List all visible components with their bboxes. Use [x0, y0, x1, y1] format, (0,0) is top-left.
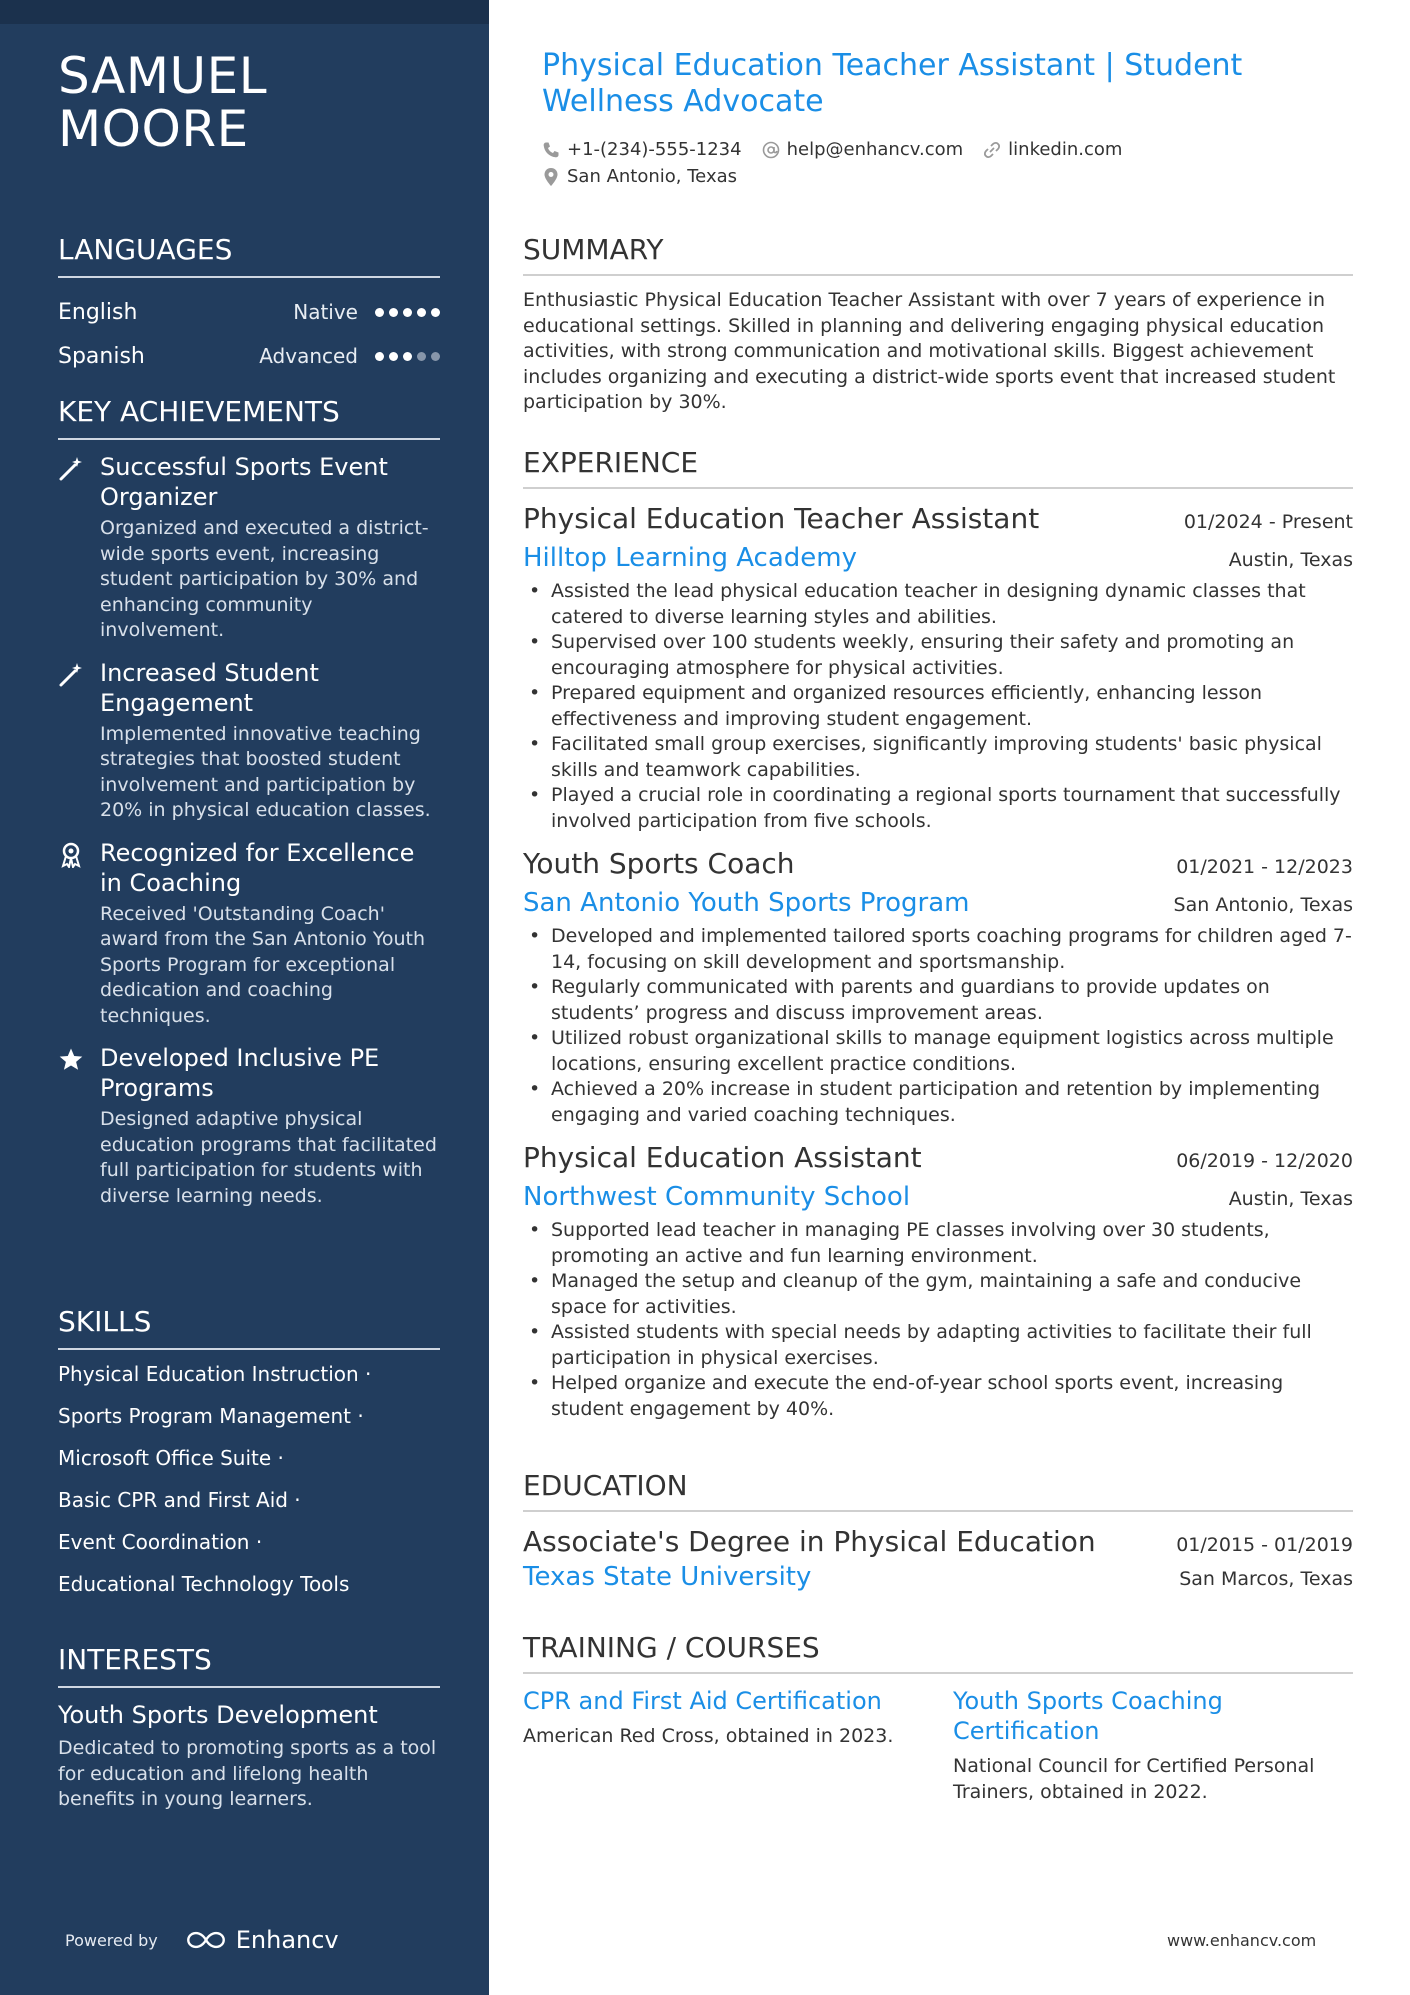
education-dates: 01/2015 - 01/2019	[1176, 1534, 1353, 1556]
course-item	[523, 1686, 953, 1805]
course-desc: National Council for Certified Personal Trainers, obtained in 2022.	[953, 1755, 1315, 1803]
course-title: Youth Sports Coaching Certification	[953, 1687, 1223, 1745]
course-item	[953, 1686, 1353, 1805]
achievement-desc: Received 'Outstanding Coach' award from the San Antonio Youth Sports Program for exceptional dedication and coaching techniques.	[100, 902, 426, 1027]
enhancv-logo[interactable]	[184, 1926, 339, 1954]
achievement-item	[58, 1043, 440, 1209]
bullet-item: • Played a crucial role in coordinating a regional sports tournament that successfully involved participation from five schools.	[523, 783, 1353, 834]
experience-title: EXPERIENCE	[523, 445, 1353, 489]
contact-row	[542, 136, 1262, 163]
headline: Physical Education Teacher Assistant | Student Wellness Advocate	[542, 48, 1243, 119]
bullet-item: • Utilized robust organizational skills to manage equipment logistics across multiple locations, ensuring excellent practice conditions.	[523, 1026, 1353, 1077]
job-dates: 01/2021 - 12/2023	[1176, 856, 1353, 878]
award-ribbon-icon	[58, 842, 84, 868]
rating-dot	[403, 308, 412, 317]
first-name: SAMUEL	[58, 47, 268, 105]
job-bullets	[523, 924, 1353, 1128]
interests-section	[58, 1642, 440, 1813]
logo-text: Enhancv	[235, 1926, 339, 1954]
skill-item: Sports Program Management ·	[58, 1404, 364, 1428]
link-icon	[983, 141, 1001, 159]
linkedin-item[interactable]	[983, 139, 1122, 160]
skills-section	[58, 1304, 440, 1614]
job-bullets	[523, 579, 1353, 834]
course-desc: American Red Cross, obtained in 2023.	[523, 1725, 894, 1747]
job-location: Austin, Texas	[1228, 549, 1353, 571]
language-rating	[375, 352, 440, 361]
candidate-name	[58, 47, 458, 158]
training-title: TRAINING / COURSES	[523, 1630, 1353, 1674]
education-entry	[523, 1524, 1353, 1594]
achievements-title: KEY ACHIEVEMENTS	[58, 394, 440, 440]
achievement-item	[58, 658, 440, 824]
languages-section	[58, 232, 440, 378]
rating-dot	[389, 308, 398, 317]
sidebar	[0, 0, 489, 1995]
contact-info	[542, 136, 1262, 190]
job-location: Austin, Texas	[1228, 1188, 1353, 1210]
bullet-item: • Supported lead teacher in managing PE classes involving over 30 students, promoting an active and fun learning environment.	[523, 1218, 1353, 1269]
job-company: Hilltop Learning Academy	[523, 543, 858, 573]
sidebar-top-bar	[0, 0, 489, 24]
job-location: San Antonio, Texas	[1173, 894, 1353, 916]
language-row	[58, 290, 440, 334]
job-entry	[523, 846, 1353, 1128]
skills-title: SKILLS	[58, 1304, 440, 1350]
bullet-item: • Assisted the lead physical education teacher in designing dynamic classes that catered to diverse learning styles and abilities.	[523, 579, 1353, 630]
school-location: San Marcos, Texas	[1179, 1568, 1353, 1590]
language-row	[58, 334, 440, 378]
summary-section	[523, 232, 1353, 416]
bullet-item: • Facilitated small group exercises, significantly improving students' basic physical skills and teamwork capabilities.	[523, 732, 1353, 783]
email-text: help@enhancv.com	[786, 139, 964, 160]
skill-item: Microsoft Office Suite ·	[58, 1446, 284, 1470]
education-section	[523, 1468, 1353, 1606]
location-text: San Antonio, Texas	[567, 166, 737, 187]
summary-text: Enthusiastic Physical Education Teacher Assistant with over 7 years of experience in educational settings. Skilled in planning and delivering engaging physical education activities, with strong communication and motivational skills. Biggest achievement includes organizing and executing a district-wide sports event that increased student participation by 30%.	[523, 289, 1336, 413]
job-entry	[523, 501, 1353, 834]
language-name: Spanish	[58, 343, 145, 369]
bullet-item: • Achieved a 20% increase in student participation and retention by implementing engaging and varied coaching techniques.	[523, 1077, 1353, 1128]
achievements-section	[58, 394, 440, 1223]
job-title: Physical Education Teacher Assistant	[523, 502, 1040, 535]
language-level: Advanced	[259, 344, 358, 368]
skill-item: Basic CPR and First Aid ·	[58, 1488, 301, 1512]
bullet-item: • Assisted students with special needs by adapting activities to facilitate their full participation in physical exercises.	[523, 1320, 1353, 1371]
rating-dot	[403, 352, 412, 361]
achievement-desc: Organized and executed a district-wide sports event, increasing student participation by 30% and enhancing community involvement.	[100, 517, 429, 641]
star-icon	[58, 1047, 84, 1073]
degree-title: Associate's Degree in Physical Education	[523, 1525, 1096, 1558]
rating-dot	[375, 352, 384, 361]
school-name: Texas State University	[523, 1562, 812, 1592]
job-title: Physical Education Assistant	[523, 1141, 922, 1174]
interest-desc: Dedicated to promoting sports as a tool for education and lifelong health benefits in young learners.	[58, 1737, 437, 1810]
bullet-item: • Managed the setup and cleanup of the gym, maintaining a safe and conducive space for activities.	[523, 1269, 1353, 1320]
job-company: Northwest Community School	[523, 1182, 911, 1212]
phone-item[interactable]	[542, 139, 742, 160]
bullet-item: • Helped organize and execute the end-of-year school sports event, increasing student engagement by 40%.	[523, 1371, 1353, 1422]
rating-dot	[417, 352, 426, 361]
skill-item: Physical Education Instruction ·	[58, 1362, 372, 1386]
bullet-item: • Prepared equipment and organized resources efficiently, enhancing lesson effectiveness and improving student engagement.	[523, 681, 1353, 732]
at-sign-icon	[762, 141, 780, 159]
experience-section	[523, 445, 1353, 1434]
job-entry	[523, 1140, 1353, 1422]
interest-title: Youth Sports Development	[58, 1701, 378, 1729]
rating-dot	[431, 352, 440, 361]
course-title: CPR and First Aid Certification	[523, 1687, 882, 1715]
bullet-item: • Developed and implemented tailored sports coaching programs for children aged 7-14, focusing on skill development and sportsmanship.	[523, 924, 1353, 975]
training-section	[523, 1630, 1353, 1805]
course-list	[523, 1686, 1353, 1805]
achievement-desc: Implemented innovative teaching strategies that boosted student involvement and participation by 20% in physical education classes.	[100, 722, 431, 821]
rating-dot	[417, 308, 426, 317]
location-pin-icon	[542, 167, 560, 187]
education-title: EDUCATION	[523, 1468, 1353, 1512]
interests-title: INTERESTS	[58, 1642, 440, 1688]
location-item	[542, 166, 737, 187]
job-title: Youth Sports Coach	[523, 847, 795, 880]
rating-dot	[431, 308, 440, 317]
bullet-item: • Supervised over 100 students weekly, ensuring their safety and promoting an encouraging atmosphere for physical activities.	[523, 630, 1353, 681]
email-item[interactable]	[762, 139, 964, 160]
phone-text: +1-(234)-555-1234	[567, 139, 742, 160]
achievement-title: Developed Inclusive PE Programs	[100, 1044, 380, 1102]
linkedin-text: linkedin.com	[1008, 139, 1123, 160]
skill-item: Event Coordination ·	[58, 1530, 263, 1554]
magic-wand-icon	[58, 662, 84, 688]
job-bullets	[523, 1218, 1353, 1422]
powered-by-label: Powered by	[65, 1930, 158, 1950]
achievement-title: Increased Student Engagement	[100, 658, 319, 717]
language-level: Native	[293, 300, 358, 324]
rating-dot	[375, 308, 384, 317]
bullet-item: • Regularly communicated with parents and guardians to provide updates on students’ progress and discuss improvement areas.	[523, 975, 1353, 1026]
job-company: San Antonio Youth Sports Program	[523, 888, 970, 918]
achievement-title: Successful Sports Event Organizer	[100, 453, 388, 511]
achievement-title: Recognized for Excellence in Coaching	[100, 838, 415, 897]
infinity-logo-icon	[184, 1929, 228, 1951]
skill-item: Educational Technology Tools	[58, 1572, 350, 1596]
achievement-desc: Designed adaptive physical education programs that facilitated full participation for students with diverse learning needs.	[100, 1108, 437, 1207]
powered-by	[65, 1926, 339, 1954]
phone-icon	[542, 141, 560, 159]
achievement-item	[58, 452, 440, 644]
footer-website[interactable]: www.enhancv.com	[1167, 1931, 1317, 1950]
languages-title: LANGUAGES	[58, 232, 440, 278]
achievement-item	[58, 838, 440, 1030]
language-name: English	[58, 299, 138, 325]
rating-dot	[389, 352, 398, 361]
summary-title: SUMMARY	[523, 232, 1353, 276]
contact-row	[542, 163, 1262, 190]
last-name: MOORE	[58, 100, 249, 158]
magic-wand-icon	[58, 456, 84, 482]
job-dates: 06/2019 - 12/2020	[1176, 1150, 1353, 1172]
job-dates: 01/2024 - Present	[1183, 511, 1353, 533]
language-rating	[375, 308, 440, 317]
